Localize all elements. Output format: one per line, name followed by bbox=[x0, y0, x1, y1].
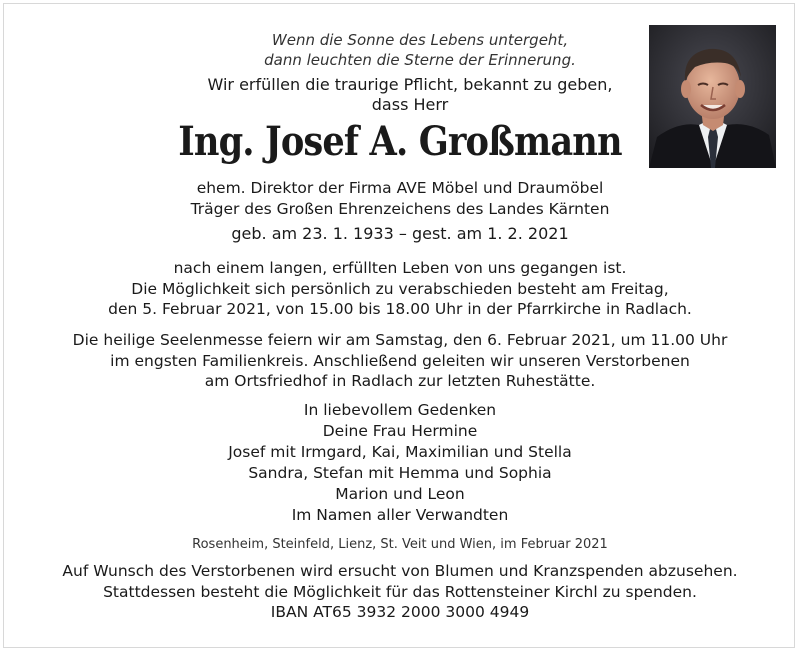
title-line: Träger des Großen Ehrenzeichens des Landes Kärnten bbox=[190, 200, 610, 218]
deceased-titles bbox=[130, 178, 670, 220]
text-line: Stattdessen besteht die Möglichkeit für das Rottensteiner Kirchl zu spenden. bbox=[103, 582, 697, 601]
mourners-list bbox=[160, 400, 640, 526]
text-line: den 5. Februar 2021, von 15.00 bis 18.00 Uhr in der Pfarrkirche in Radlach. bbox=[108, 300, 692, 318]
iban-line: IBAN AT65 3932 2000 3000 4949 bbox=[270, 603, 530, 621]
life-dates: geb. am 23. 1. 1933 – gest. am 1. 2. 2021 bbox=[231, 224, 569, 243]
memorial-quote bbox=[210, 30, 630, 70]
text-line: Die heilige Seelenmesse feiern wir am Samstag, den 6. Februar 2021, um 11.00 Uhr bbox=[72, 331, 728, 349]
quote-line: Wenn die Sonne des Lebens untergeht, bbox=[271, 31, 569, 49]
mourner-line: Im Namen aller Verwandten bbox=[291, 506, 509, 524]
intro-line: Wir erfüllen die traurige Pflicht, bekannt zu geben, bbox=[207, 75, 613, 94]
text-line: Auf Wunsch des Verstorbenen wird ersucht von Blumen und Kranzspenden abzusehen. bbox=[62, 562, 738, 580]
text-line: am Ortsfriedhof in Radlach zur letzten Ruhestätte. bbox=[204, 372, 596, 390]
mass-paragraph bbox=[20, 330, 780, 392]
passing-paragraph bbox=[60, 258, 740, 320]
donation-note bbox=[20, 561, 780, 623]
text-line: nach einem langen, erfüllten Leben von uns gegangen ist. bbox=[173, 259, 627, 277]
mourner-line: Deine Frau Hermine bbox=[322, 422, 478, 440]
mourner-line: Josef mit Irmgard, Kai, Maximilian und Stella bbox=[228, 443, 572, 461]
place-and-date: Rosenheim, Steinfeld, Lienz, St. Veit und Wien, im Februar 2021 bbox=[192, 537, 608, 552]
announcement-intro bbox=[150, 75, 670, 115]
title-line: ehem. Direktor der Firma AVE Möbel und Draumöbel bbox=[196, 179, 604, 197]
text-line: Die Möglichkeit sich persönlich zu verabschieden besteht am Freitag, bbox=[131, 279, 669, 298]
portrait-photo bbox=[649, 25, 776, 168]
mourner-line: Marion und Leon bbox=[335, 485, 465, 503]
quote-line: dann leuchten die Sterne der Erinnerung. bbox=[264, 51, 576, 69]
text-line: im engsten Familienkreis. Anschließend geleiten wir unseren Verstorbenen bbox=[110, 351, 690, 370]
intro-line: dass Herr bbox=[371, 95, 449, 114]
mourner-line: Sandra, Stefan mit Hemma und Sophia bbox=[248, 464, 552, 482]
deceased-name: Ing. Josef A. Großmann bbox=[178, 118, 622, 165]
mourner-line: In liebevollem Gedenken bbox=[303, 401, 497, 419]
